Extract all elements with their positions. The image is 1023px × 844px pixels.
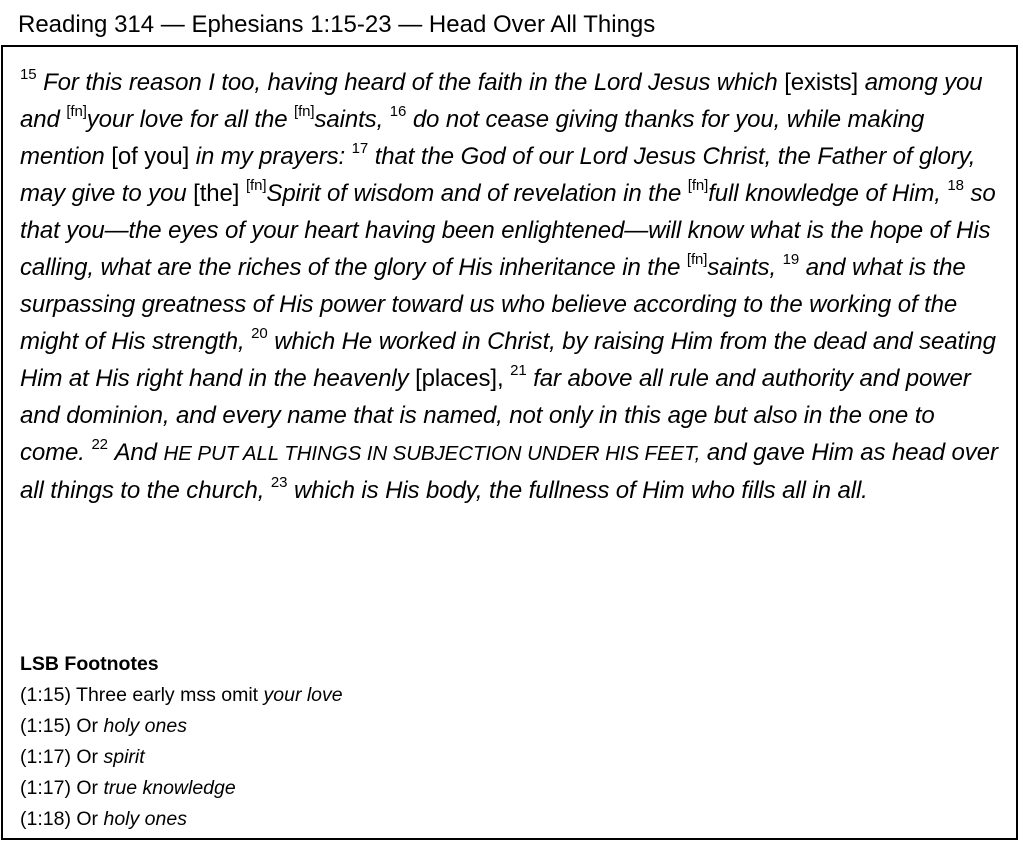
footnote-italic: spirit [103, 746, 145, 768]
footnote-italic: your love [263, 684, 343, 706]
footnote-ref: (1:15) [20, 715, 71, 737]
supplied-text: [of you] [111, 143, 190, 170]
footnote-text: Three early mss omit [76, 684, 259, 706]
footnote-text: Or [76, 715, 99, 737]
footnote-italic: true knowledge [103, 777, 236, 799]
footnote-marker[interactable]: [fn] [245, 177, 267, 194]
verse-text: For this reason I too, having heard of the faith in the Lord Jesus which [43, 69, 778, 96]
supplied-text: [exists] [784, 69, 859, 96]
verse-text: and gave Him as head over all things to the church, [20, 439, 998, 504]
verse-text: which is His body, the fullness of Him who fills all in all. [293, 477, 868, 504]
reading-box [1, 45, 1018, 840]
verse-text: saints, [707, 254, 777, 281]
verse-text: so that you—the eyes of your heart having been enlightened—will know what is the hope of His calling, what are the riches of the glory of His inheritance in the [20, 180, 996, 281]
footnote-ref: (1:15) [20, 684, 71, 706]
verse-number: 19 [782, 251, 800, 268]
verse-number: 18 [947, 177, 964, 194]
footnote-italic: holy ones [103, 808, 187, 830]
footnote-ref: (1:17) [20, 777, 71, 799]
verse-text: and what is the surpassing greatness of His power toward us who believe according to the working of the might of His strength, [20, 254, 966, 355]
footnote-text: Or [76, 746, 99, 768]
footnote-marker[interactable]: [fn] [294, 103, 315, 120]
verse-number: 15 [20, 66, 37, 83]
footnote-item [20, 711, 1005, 742]
verse-text: saints, [314, 106, 384, 133]
supplied-text: [the] [193, 180, 240, 207]
verse-text: full knowledge of Him, [708, 180, 941, 207]
verse-number: 21 [510, 362, 527, 379]
footnote-ref: (1:18) [20, 808, 71, 830]
verse-text: far above all rule and authority and power and dominion, and every name that is named, not only in this age but also in the one to come. [20, 365, 971, 466]
footnote-marker[interactable]: [fn] [687, 177, 709, 194]
footnote-item [20, 742, 1005, 773]
verse-number: 23 [270, 474, 288, 491]
page-title: Reading 314 — Ephesians 1:15-23 — Head Over All Things [18, 11, 656, 38]
footnote-marker[interactable]: [fn] [66, 103, 87, 120]
footnote-item [20, 680, 1005, 711]
footnote-item [20, 773, 1005, 804]
verse-number: 17 [351, 140, 369, 157]
footnote-text: Or [76, 808, 99, 830]
verse-text: And [114, 439, 157, 466]
supplied-text: [places], [415, 365, 504, 392]
verse-number: 16 [389, 103, 407, 120]
verse-number: 20 [251, 325, 268, 342]
footnote-italic: holy ones [103, 715, 187, 737]
footnotes-section [20, 649, 1005, 835]
verse-number: 22 [91, 436, 108, 453]
footnote-marker[interactable]: [fn] [686, 251, 708, 268]
verse-text: among you and [20, 69, 983, 133]
verse-text: do not cease giving thanks for you, while making mention [20, 106, 925, 170]
footnote-ref: (1:17) [20, 746, 71, 768]
ot-quotation: HE PUT ALL THINGS IN SUBJECTION UNDER HIS FEET, [163, 442, 701, 465]
footnote-item [20, 804, 1005, 835]
verse-text: that the God of our Lord Jesus Christ, the Father of glory, may give to you [20, 143, 976, 207]
verse-text: Spirit of wisdom and of revelation in the [266, 180, 682, 207]
verse-text: in my prayers: [195, 143, 346, 170]
footnote-text: Or [76, 777, 99, 799]
verse-text: your love for all the [86, 106, 288, 133]
verse-text: which He worked in Christ, by raising Him from the dead and seating Him at His right hand in the heavenly [20, 328, 996, 392]
footnotes-heading: LSB Footnotes [20, 653, 159, 675]
passage-text [20, 64, 1005, 509]
